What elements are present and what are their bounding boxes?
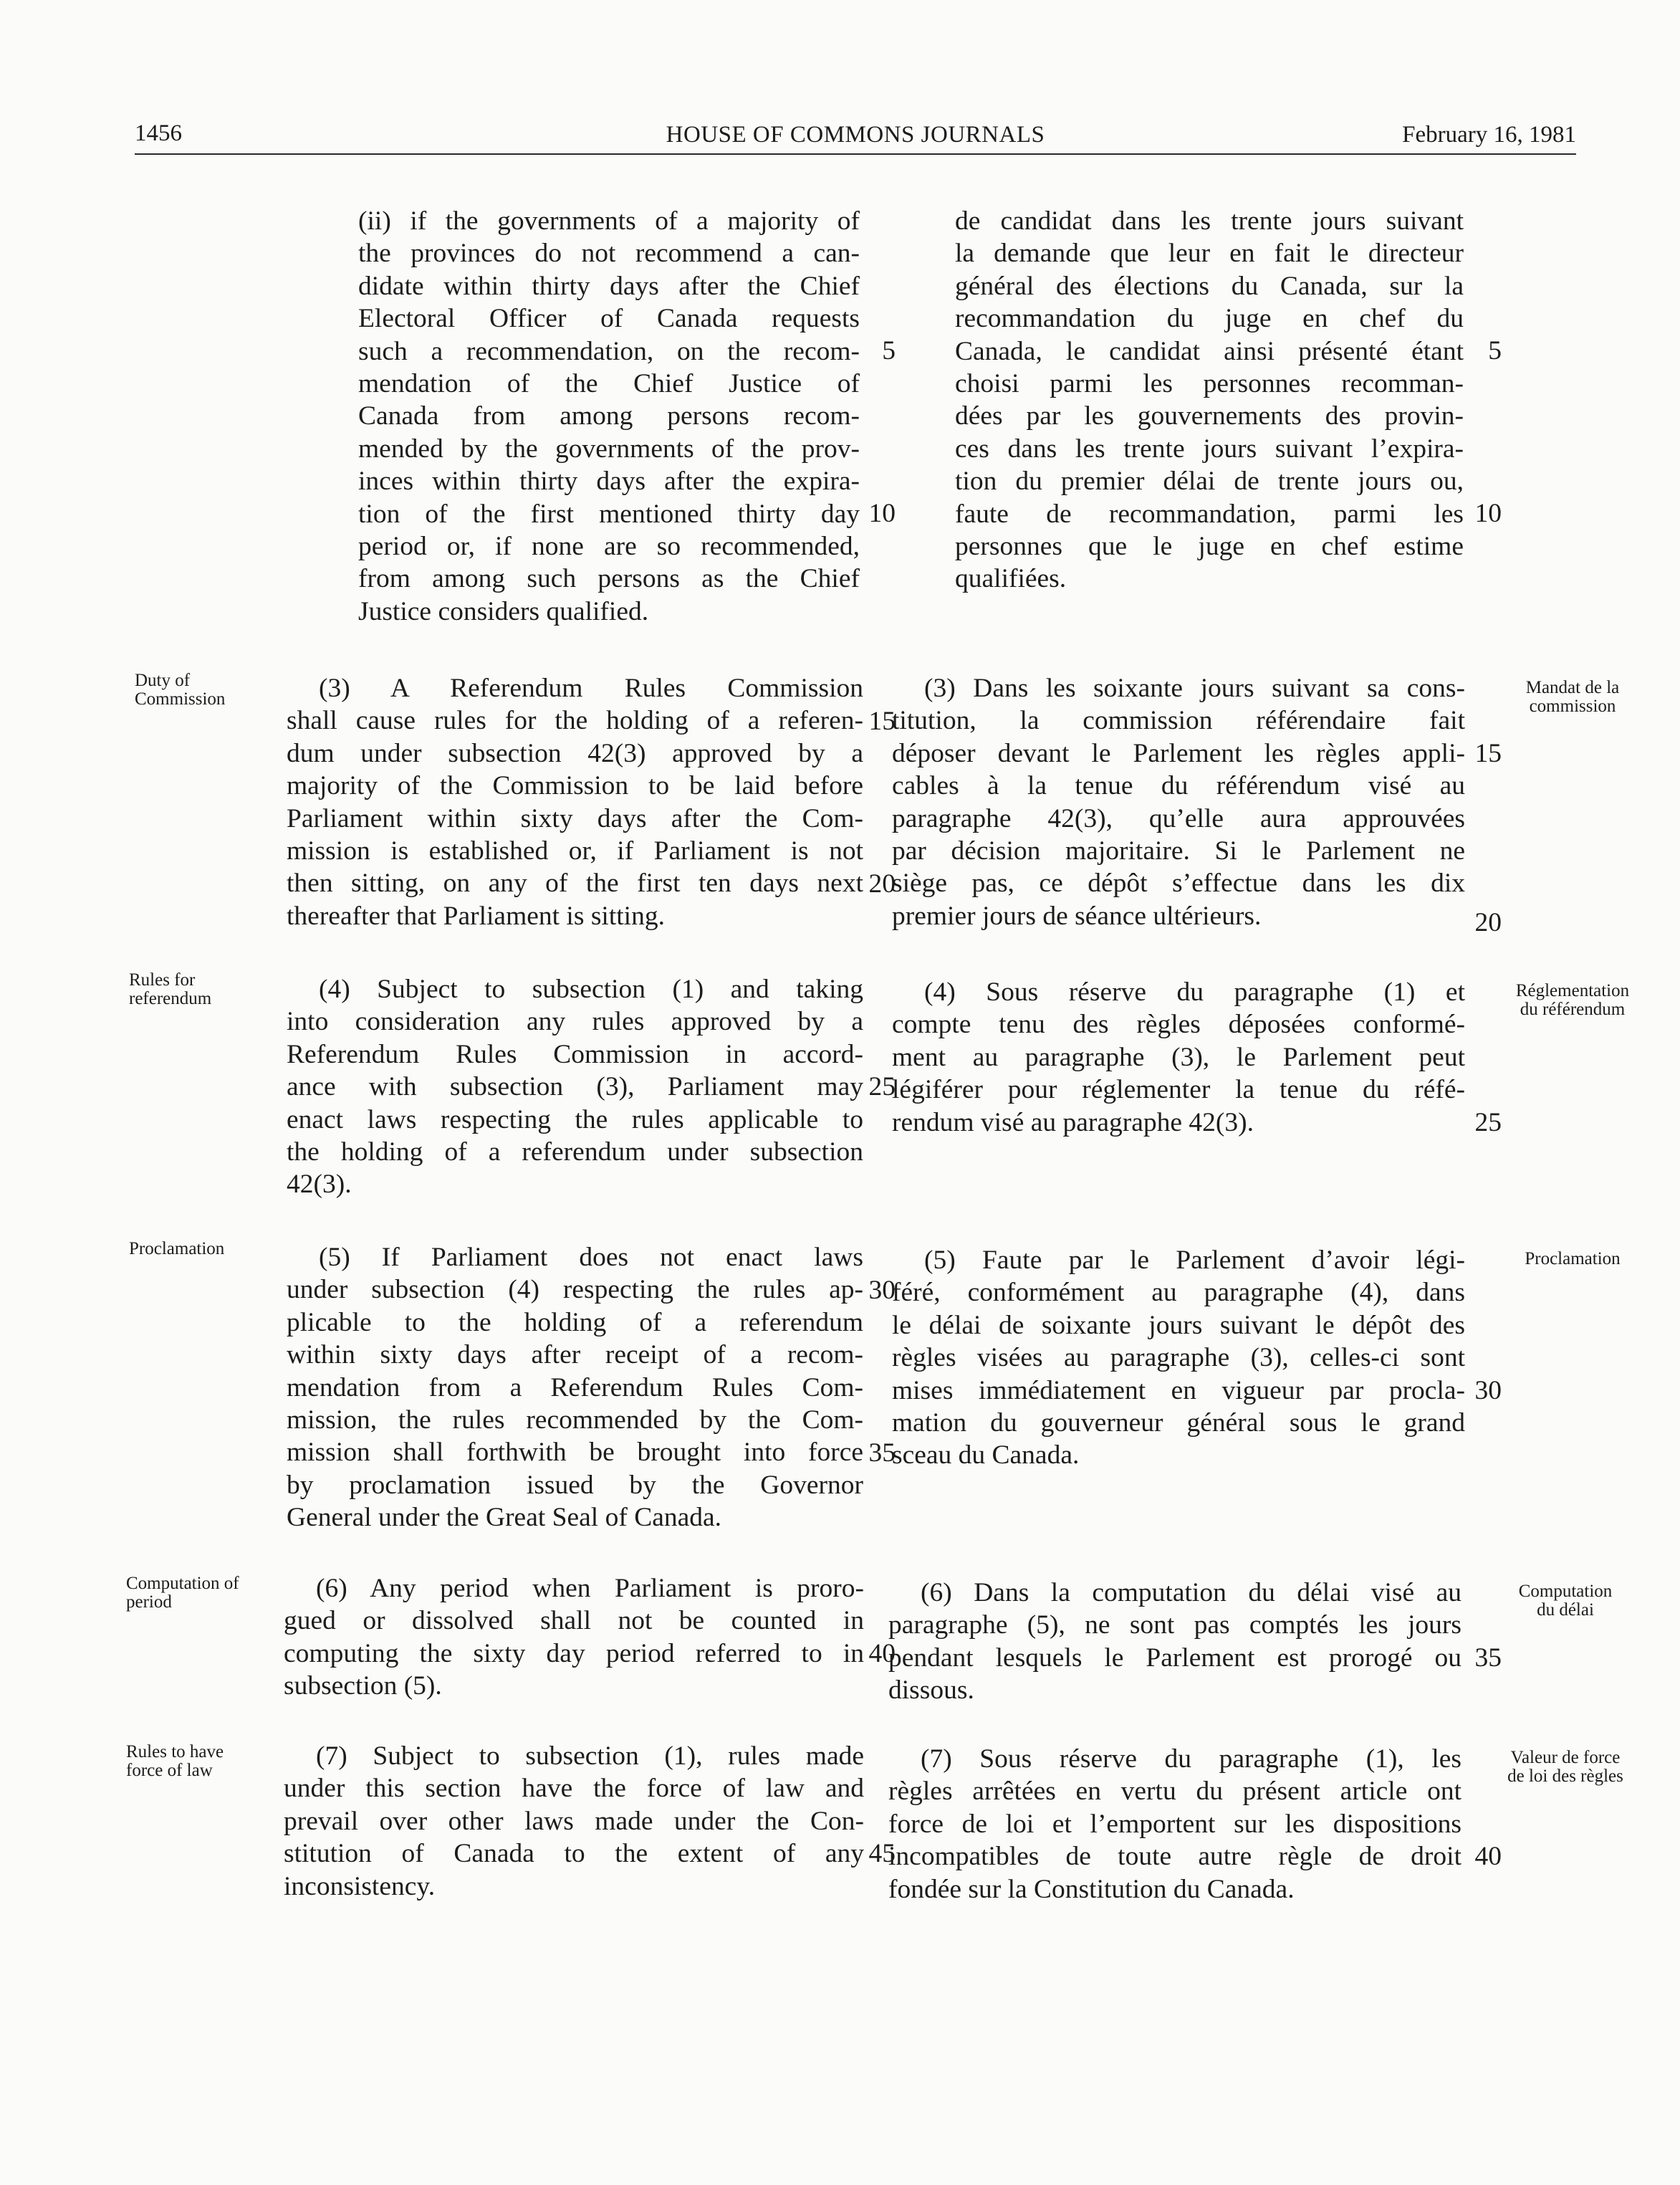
text-line: Parliament within sixty days after the Com-	[287, 803, 863, 833]
text-line: tion of the first mentioned thirty day	[358, 499, 860, 529]
section-en-paragraph	[287, 1241, 863, 1534]
text-line: under this section have the force of law and	[284, 1774, 864, 1804]
line-number: 35	[868, 1438, 896, 1468]
text-line: inces within thirty days after the expira-	[358, 467, 860, 497]
text-line: (7) Sous réserve du paragraphe (1), les	[921, 1744, 1461, 1774]
text-line: par décision majoritaire. Si le Parlement ne	[892, 836, 1465, 866]
text-line: recommandation du juge en chef du	[955, 304, 1464, 334]
text-line: ces dans les trente jours suivant l’expira-	[955, 434, 1464, 464]
line-number: 40	[868, 1639, 896, 1668]
section-fr-paragraph	[892, 976, 1465, 1139]
text-line: General under the Great Seal of Canada.	[287, 1503, 722, 1533]
text-line: under subsection (4) respecting the rules ap-	[287, 1275, 863, 1305]
text-line: such a recommendation, on the recom-	[358, 336, 860, 366]
text-line: mation du gouverneur général sous le grand	[892, 1408, 1465, 1438]
text-line: tion du premier délai de trente jours ou,	[955, 467, 1464, 497]
text-line: personnes que le juge en chef estime	[955, 532, 1464, 562]
text-line: titution, la commission référendaire fait	[892, 706, 1465, 736]
line-number: 15	[1474, 739, 1502, 768]
text-line: Referendum Rules Commission in accord-	[287, 1039, 863, 1069]
journal-title: HOUSE OF COMMONS JOURNALS	[666, 122, 1045, 148]
text-line: rendum visé au paragraphe 42(3).	[892, 1107, 1254, 1137]
text-line: dissous.	[888, 1675, 974, 1706]
text-line: prevail over other laws made under the Con-	[284, 1806, 864, 1836]
text-line: siège pas, ce dépôt s’effectue dans les dix	[892, 869, 1465, 899]
text-line: thereafter that Parliament is sitting.	[287, 901, 665, 931]
line-number: 10	[1474, 499, 1502, 528]
text-line: (ii) if the governments of a majority of	[358, 206, 860, 236]
text-line: majority of the Commission to be laid before	[287, 771, 863, 801]
line-number: 30	[868, 1276, 896, 1305]
text-line: into consideration any rules approved by a	[287, 1007, 863, 1037]
text-line: premier jours de séance ultérieurs.	[892, 901, 1262, 931]
text-line: enact laws respecting the rules applicable to	[287, 1104, 863, 1134]
text-line: (7) Subject to subsection (1), rules made	[316, 1741, 864, 1771]
text-line: mendation from a Referendum Rules Com-	[287, 1372, 863, 1402]
page-number: 1456	[135, 120, 182, 146]
line-number: 35	[1474, 1643, 1502, 1673]
text-line: (6) Any period when Parliament is proro-	[316, 1574, 864, 1603]
text-line: de candidat dans les trente jours suivant	[955, 206, 1464, 236]
text-line: plicable to the holding of a referendum	[287, 1307, 863, 1337]
text-line: (4) Sous réserve du paragraphe (1) et	[924, 977, 1465, 1007]
text-line: mission, the rules recommended by the Com-	[287, 1405, 863, 1435]
section-en-paragraph	[287, 672, 863, 932]
line-number: 5	[882, 336, 896, 365]
text-line: inconsistency.	[284, 1871, 436, 1901]
text-line: the holding of a referendum under subsection	[287, 1137, 863, 1167]
section-fr-paragraph	[888, 1577, 1461, 1707]
section-en-paragraph	[287, 973, 863, 1201]
text-line: mission is established or, if Parliament is not	[287, 836, 863, 866]
text-line: pendant lesquels le Parlement est prorogé ou	[888, 1643, 1461, 1673]
line-number: 10	[868, 499, 896, 528]
text-line: dées par les gouvernements des provin-	[955, 401, 1464, 431]
text-line: fondée sur la Constitution du Canada.	[888, 1874, 1295, 1904]
section-en-paragraph	[284, 1572, 864, 1703]
text-line: le délai de soixante jours suivant le dépôt des	[892, 1310, 1465, 1340]
text-line: ance with subsection (3), Parliament may	[287, 1072, 863, 1102]
text-line: within sixty days after receipt of a recom-	[287, 1340, 863, 1370]
margin-note-fr: Mandat de la commission	[1525, 678, 1620, 716]
text-line: compte tenu des règles déposées conformé-	[892, 1010, 1465, 1040]
section-fr-paragraph	[892, 672, 1465, 932]
line-number: 40	[1474, 1842, 1502, 1871]
text-line: ment au paragraphe (3), le Parlement peut	[892, 1042, 1465, 1072]
text-line: 42(3).	[287, 1170, 352, 1200]
text-line: paragraphe 42(3), qu’elle aura approuvées	[892, 803, 1465, 833]
text-line: règles arrêtées en vertu du présent article ont	[888, 1777, 1461, 1807]
line-number: 15	[868, 707, 896, 736]
line-number: 25	[1474, 1108, 1502, 1137]
text-line: cables à la tenue du référendum visé au	[892, 771, 1465, 801]
text-line: mendation of the Chief Justice of	[358, 369, 860, 399]
text-line: déposer devant le Parlement les règles appli-	[892, 738, 1465, 768]
text-line: incompatibles de toute autre règle de droit	[888, 1842, 1461, 1872]
text-line: général des élections du Canada, sur la	[955, 271, 1464, 301]
text-line: period or, if none are so recommended,	[358, 532, 860, 562]
journal-date: February 16, 1981	[1402, 122, 1576, 148]
line-number: 20	[868, 869, 896, 899]
text-line: subsection (5).	[284, 1671, 442, 1701]
margin-note-en: Computation of period	[126, 1574, 239, 1612]
top-en-paragraph	[358, 205, 860, 628]
section-fr-paragraph	[888, 1743, 1461, 1906]
text-line: la demande que leur en fait le directeur	[955, 239, 1464, 269]
margin-note-fr: Proclamation	[1525, 1249, 1621, 1268]
margin-note-en: Proclamation	[129, 1239, 225, 1258]
text-line: règles visées au paragraphe (3), celles-ci sont	[892, 1343, 1465, 1373]
margin-note-fr: Computation du délai	[1518, 1582, 1613, 1620]
text-line: mises immédiatement en vigueur par procla-	[892, 1375, 1465, 1405]
text-line: from among such persons as the Chief	[358, 564, 860, 594]
section-fr-paragraph	[892, 1244, 1465, 1472]
text-line: Justice considers qualified.	[358, 596, 649, 626]
text-line: mended by the governments of the prov-	[358, 434, 860, 464]
margin-note-en: Rules to have force of law	[126, 1742, 224, 1780]
text-line: (4) Subject to subsection (1) and taking	[319, 975, 863, 1004]
text-line: dum under subsection 42(3) approved by a	[287, 738, 863, 768]
text-line: force de loi et l’emportent sur les dispositions	[888, 1809, 1461, 1839]
text-line: faute de recommandation, parmi les	[955, 499, 1464, 529]
margin-note-en: Duty of Commission	[135, 671, 226, 709]
line-number: 45	[868, 1839, 896, 1868]
text-line: Canada, le candidat ainsi présenté étant	[955, 336, 1464, 366]
text-line: computing the sixty day period referred to in	[284, 1638, 864, 1668]
text-line: (5) If Parliament does not enact laws	[319, 1243, 863, 1272]
margin-note-fr: Réglementation du référendum	[1515, 981, 1630, 1019]
text-line: sceau du Canada.	[892, 1440, 1080, 1471]
text-line: stitution of Canada to the extent of any	[284, 1839, 864, 1869]
text-line: (5) Faute par le Parlement d’avoir légi-	[924, 1246, 1465, 1275]
line-number: 25	[868, 1072, 896, 1101]
text-line: didate within thirty days after the Chief	[358, 271, 860, 301]
text-line: féré, conformément au paragraphe (4), dans	[892, 1278, 1465, 1308]
text-line: choisi parmi les personnes recomman-	[955, 369, 1464, 399]
text-line: (3) A Referendum Rules Commission	[319, 674, 863, 703]
text-line: then sitting, on any of the first ten days next	[287, 869, 863, 899]
text-line: Canada from among persons recom-	[358, 401, 860, 431]
line-number: 30	[1474, 1376, 1502, 1405]
text-line: mission shall forthwith be brought into force	[287, 1438, 863, 1468]
margin-note-en: Rules for referendum	[129, 970, 212, 1008]
text-line: gued or dissolved shall not be counted in	[284, 1606, 864, 1636]
text-line: paragraphe (5), ne sont pas comptés les jours	[888, 1610, 1461, 1640]
text-line: the provinces do not recommend a can-	[358, 239, 860, 269]
text-line: légiférer pour réglementer la tenue du réfé-	[892, 1075, 1465, 1105]
text-line: qualifiées.	[955, 564, 1067, 594]
line-number: 5	[1488, 336, 1502, 365]
text-line: by proclamation issued by the Governor	[287, 1470, 863, 1500]
top-fr-paragraph	[955, 205, 1464, 596]
text-line: shall cause rules for the holding of a referen-	[287, 706, 863, 736]
section-en-paragraph	[284, 1740, 864, 1903]
page-header	[135, 113, 1576, 155]
text-line: (3) Dans les soixante jours suivant sa cons-	[924, 674, 1465, 703]
text-line: (6) Dans la computation du délai visé au	[921, 1578, 1461, 1607]
margin-note-fr: Valeur de force de loi des règles	[1507, 1748, 1623, 1786]
text-line: Electoral Officer of Canada requests	[358, 304, 860, 334]
line-number: 20	[1474, 908, 1502, 937]
